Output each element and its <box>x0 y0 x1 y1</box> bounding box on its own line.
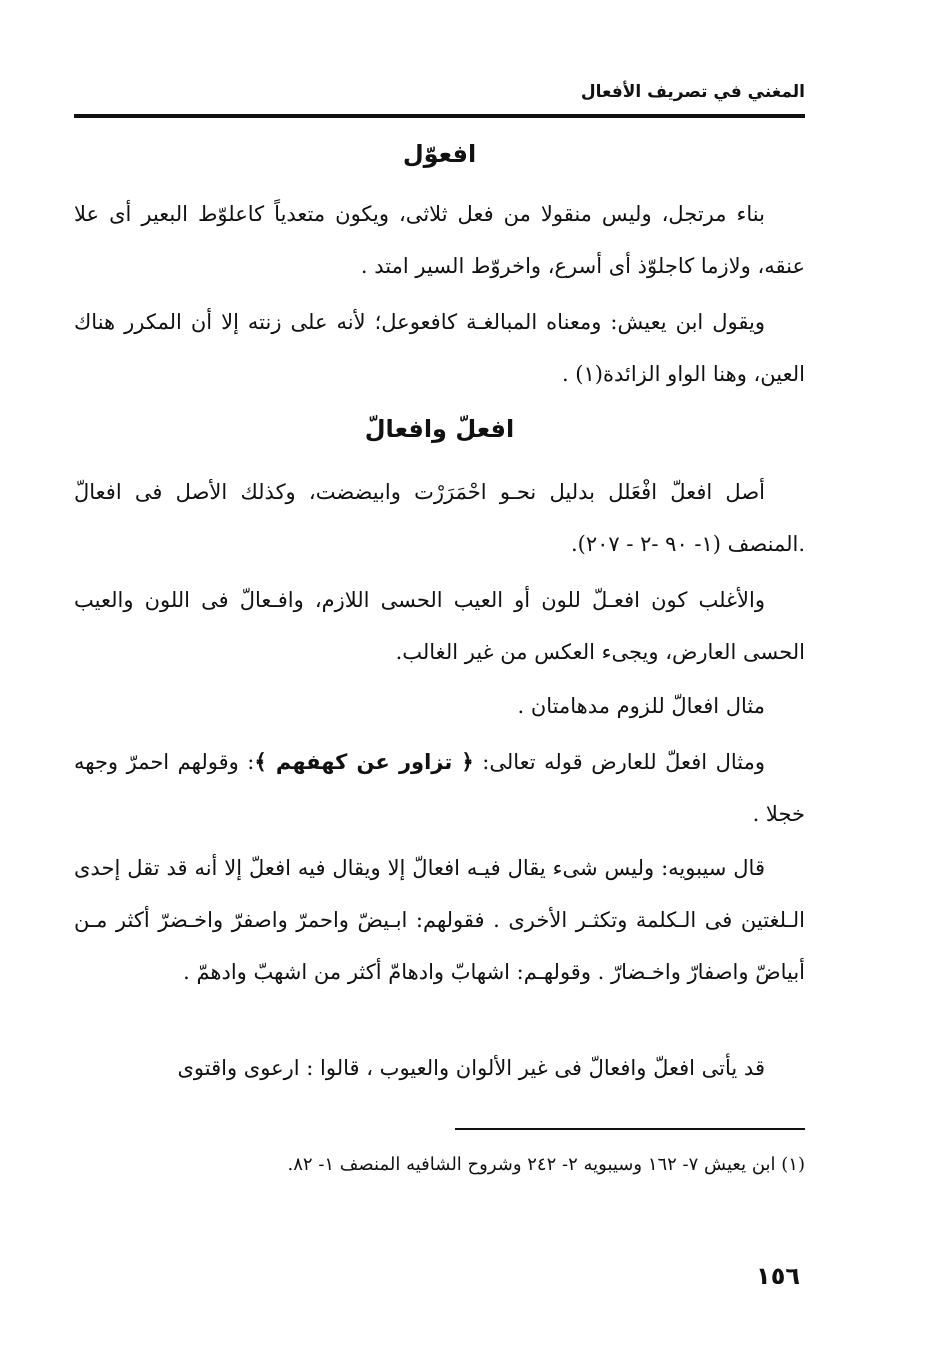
paragraph: والأغلب كون افعـلّ للون أو العيب الحسى اللازم، وافـعالّ فى اللون والعيب الحسى العارض، ويجىء العكس من غير الغالب. <box>74 588 805 664</box>
quran-verse: ﴿ تزاور عن كهفهم ﴾ <box>254 750 474 774</box>
paragraph: مثال افعالّ للزوم مدهامتان . <box>517 694 765 718</box>
page-number: ١٥٦ <box>756 1262 800 1290</box>
running-title: المغني في تصريف الأفعال <box>580 82 805 102</box>
quran-paragraph <box>74 736 805 840</box>
paragraph-text: : وقولهم احمرّ وجهه خجلا . <box>74 750 805 826</box>
section-heading-ifawwal: افعوّل <box>402 140 477 168</box>
paragraph: أصل افعلّ افْعَلل بدليل نحـو احْمَرَرْت وابيضضت، وكذلك الأصل فى افعالّ .المنصف (١- ٩٠ -٢ - ٢٠٧). <box>74 480 805 556</box>
paragraph: ويقول ابن يعيش: ومعناه المبالغـة كافعوعل؛ لأنه على زنته إلا أن المكرر هناك العين، وهنا الواو الزائدة(١) . <box>74 310 805 386</box>
paragraph: بناء مرتجل، وليس منقولا من فعل ثلاثى، ويكون متعدياً كاعلوّط البعير أى علا عنقه، ولازما كاجلوّذ أى أسرع، واخروّط السير امتد . <box>74 202 805 278</box>
paragraph: قد يأتى افعلّ وافعالّ فى غير الألوان والعيوب ، قالوا : ارعوى واقتوى <box>177 1056 765 1080</box>
paragraph-text: ومثال افعلّ للعارض قوله تعالى: <box>473 750 765 774</box>
paragraph: قال سيبويه: وليس شىء يقال فيـه افعالّ إلا ويقال فيه افعلّ إلا أنه قد تقل إحدى الـلغتين فى الـكلمة وتكثـر الأخرى . فقولهم: ابـيضّ واحمرّ واصفرّ واخـضرّ أكثر مـن أبياضّ واصفارّ واخـضارّ . وقولهـم: اشهابّ وادهامّ أكثر من اشهبّ وادهمّ . <box>74 856 805 984</box>
section-heading-ifalla-wa-ifaalla: افعلّ وافعالّ <box>364 415 515 443</box>
header-rule <box>74 114 805 118</box>
footnote-rule <box>455 1128 805 1130</box>
footnote: (١) ابن يعيش ٧- ١٦٢ وسيبويه ٢- ٢٤٢ وشروح الشافيه المنصف ١- ٨٢. <box>287 1154 805 1175</box>
